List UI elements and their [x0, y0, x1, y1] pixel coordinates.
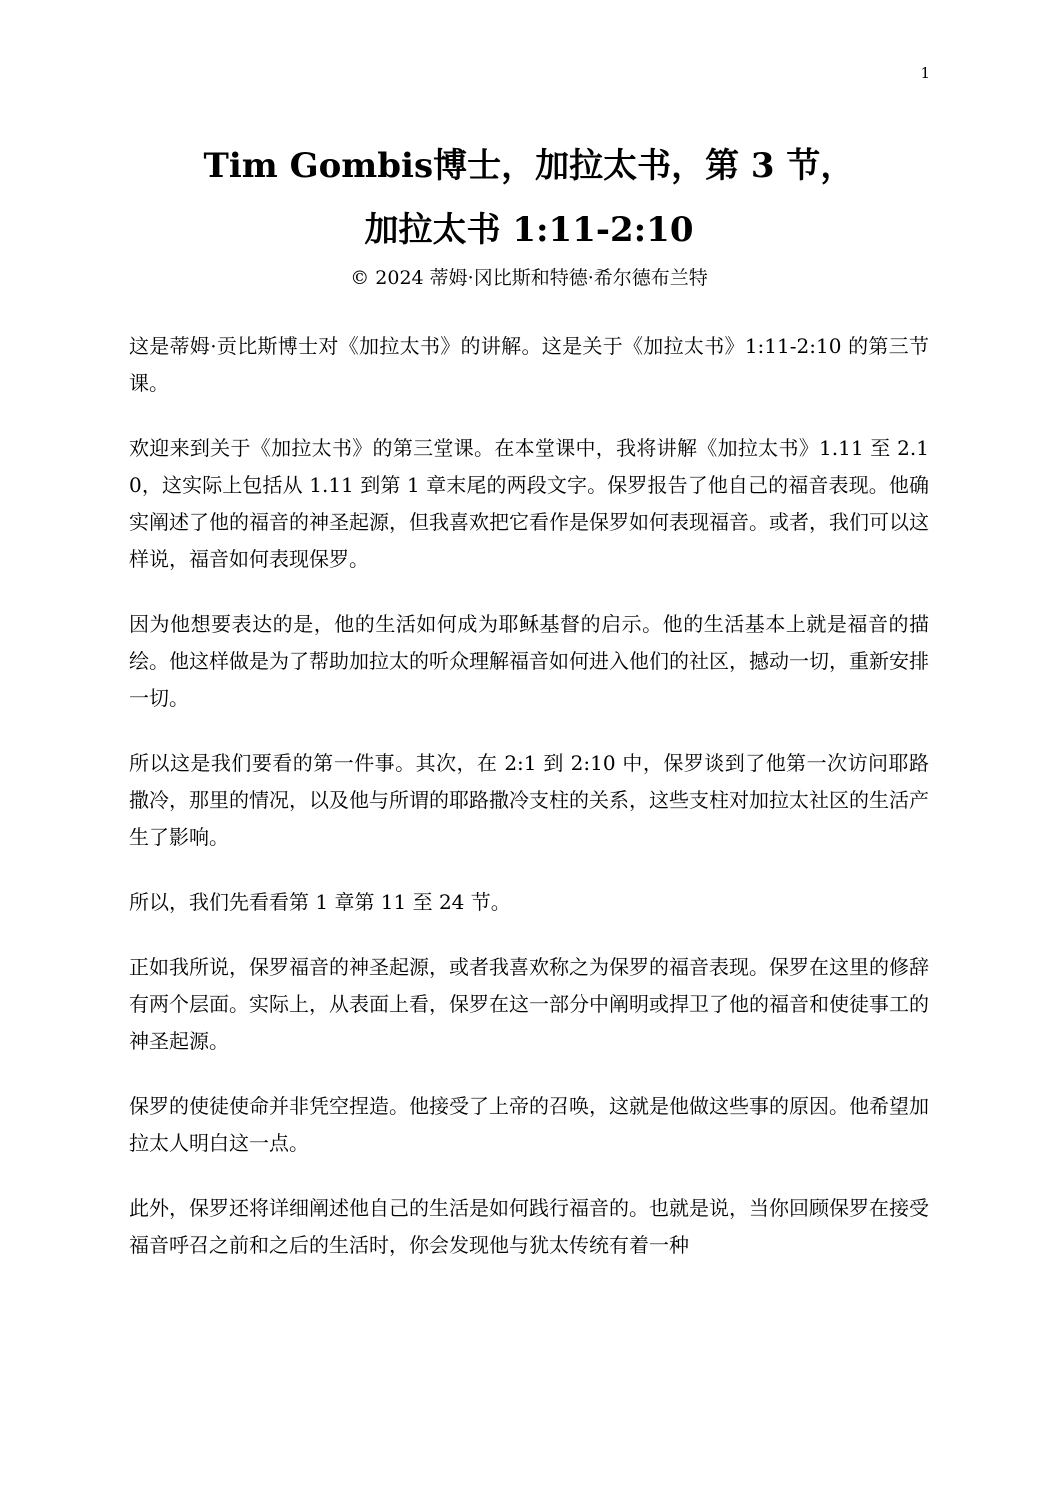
paragraph: 正如我所说，保罗福音的神圣起源，或者我喜欢称之为保罗的福音表现。保罗在这里的修辞有两个层面。实际上，从表面上看，保罗在这一部分中阐明或捍卫了他的福音和使徒事工的神圣起源。 — [129, 955, 929, 1053]
paragraph: 欢迎来到关于《加拉太书》的第三堂课。在本堂课中，我将讲解《加拉太书》1.11 至 2.10，这实际上包括从 1.11 到第 1 章末尾的两段文字。保罗报告了他自己的福音表现。他确实阐述了他的福音的神圣起源，但我喜欢把它看作是保罗如何表现福音。或者，我们可以这样说，福音如何表现保罗。 — [129, 436, 929, 571]
paragraph: 所以，我们先看看第 1 章第 11 至 24 节。 — [129, 890, 511, 914]
document-title-line-1: Tim Gombis博士，加拉太书，第 3 节， — [203, 146, 855, 186]
paragraph: 因为他想要表达的是，他的生活如何成为耶稣基督的启示。他的生活基本上就是福音的描绘。他这样做是为了帮助加拉太的听众理解福音如何进入他们的社区，撼动一切，重新安排一切。 — [129, 612, 929, 710]
document-body — [129, 328, 929, 1292]
document-title-line-2: 加拉太书 1:11-2:10 — [364, 210, 694, 250]
paragraph: 所以这是我们要看的第一件事。其次，在 2:1 到 2:10 中，保罗谈到了他第一次访问耶路撒冷，那里的情况，以及他与所谓的耶路撒冷支柱的关系，这些支柱对加拉太社区的生活产生了影响。 — [129, 751, 929, 849]
paragraph: 这是蒂姆·贡比斯博士对《加拉太书》的讲解。这是关于《加拉太书》1:11-2:10 的第三节课。 — [129, 334, 929, 395]
paragraph: 保罗的使徒使命并非凭空捏造。他接受了上帝的召唤，这就是他做这些事的原因。他希望加拉太人明白这一点。 — [129, 1094, 929, 1155]
copyright-line: © 2024 蒂姆·冈比斯和特德·希尔德布兰特 — [350, 267, 708, 289]
paragraph: 此外，保罗还将详细阐述他自己的生活是如何践行福音的。也就是说，当你回顾保罗在接受福音呼召之前和之后的生活时，你会发现他与犹太传统有着一种 — [129, 1196, 929, 1257]
page-number: 1 — [920, 64, 930, 82]
